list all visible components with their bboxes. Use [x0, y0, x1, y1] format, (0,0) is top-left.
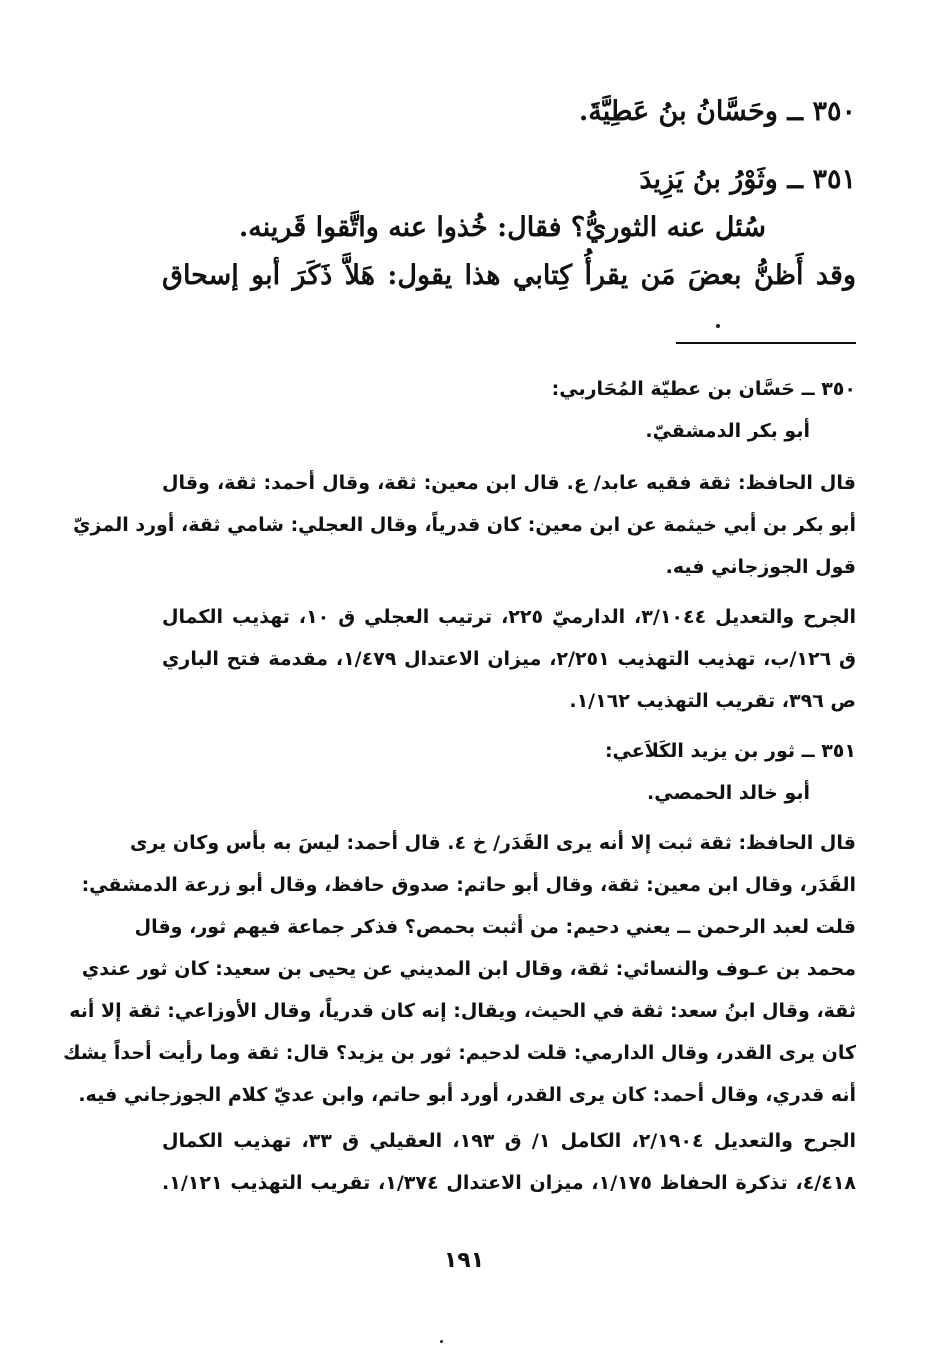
note-351-refs-line-2: ٤/٤١٨، تذكرة الحفاظ ١/١٧٥، ميزان الاعتدال ١/٣٧٤، تقريب التهذيب ١/١٢١.	[162, 1172, 857, 1194]
note-351-kunya: أبو خالد الحمصي.	[647, 782, 810, 804]
note-351-bio-line-5: ثقة، وقال ابنُ سعد: ثقة في الحيث، ويقال: إنه كان قدرياً، وقال الأوزاعي: ثقة إلا أنه	[69, 1000, 856, 1022]
scan-speck	[440, 1340, 443, 1343]
note-351-bio-line-2: القَدَر، وقال ابن معين: ثقة، وقال أبو حاتم: صدوق حافظ، وقال أبو زرعة الدمشقي:	[81, 874, 856, 896]
note-351-bio-line-4: محمد بن عـوف والنسائي: ثقة، وقال ابن المديني عن يحيى بن سعيد: كان ثور عندي	[81, 958, 856, 980]
main-line-1: سُئل عنه الثوريُّ؟ فقال: خُذوا عنه واتَّقوا قَرينه.	[238, 212, 766, 243]
note-350-bio-line-3: قول الجوزجاني فيه.	[665, 556, 856, 578]
entry-351-heading: ٣٥١ ــ وثَوْرُ بنُ يَزِيدَ	[639, 164, 856, 195]
entry-350-heading: ٣٥٠ ــ وحَسَّانُ بنُ عَطِيَّةَ.	[578, 96, 856, 127]
note-351-refs-line-1: الجرح والتعديل ٢/١٩٠٤، الكامل ١/ ق ١٩٣، العقيلي ق ٣٣، تهذيب الكمال	[162, 1130, 856, 1152]
separator-dot	[716, 324, 720, 328]
note-350-title: ٣٥٠ ــ حَسَّان بن عطيّة المُحَاربي:	[551, 378, 856, 400]
note-350-bio-line-1: قال الحافظ: ثقة فقيه عابد/ ع. قال ابن معين: ثقة، وقال أحمد: ثقة، وقال	[162, 472, 856, 494]
footnote-separator-rule	[676, 342, 856, 344]
note-351-bio-line-3: قلت لعبد الرحمن ــ يعني دحيم: من أثبت بحمص؟ فذكر جماعة فيهم ثور، وقال	[134, 916, 856, 938]
note-351-title: ٣٥١ ــ ثور بن يزيد الكَلاَعي:	[604, 740, 856, 762]
page-number: ١٩١	[443, 1248, 485, 1273]
note-350-refs-line-2: ق ١٢٦/ب، تهذيب التهذيب ٢/٢٥١، ميزان الاعتدال ١/٤٧٩، مقدمة فتح الباري	[162, 648, 856, 670]
note-351-bio-line-1: قال الحافظ: ثقة ثبت إلا أنه يرى القَدَر/ خ ٤. قال أحمد: ليسَ به بأس وكان يرى	[129, 832, 856, 854]
main-line-2: وقد أَظنُّ بعضَ مَن يقرأُ كِتابي هذا يقول: هَلاَّ ذَكَرَ أبو إسحاق	[162, 260, 856, 291]
note-350-refs-line-3: ص ٣٩٦، تقريب التهذيب ١/١٦٢.	[569, 690, 856, 712]
note-350-bio-line-2: أبو بكر بن أبي خيثمة عن ابن معين: كان قدرياً، وقال العجلي: شامي ثقة، أورد المزيّ	[73, 514, 856, 536]
note-351-bio-line-6: كان يرى القدر، وقال الدارمي: قلت لدحيم: ثور بن يزيد؟ قال: ثقة وما رأيت أحداً يشك	[63, 1042, 856, 1064]
note-350-kunya: أبو بكر الدمشقيّ.	[645, 420, 810, 442]
note-350-refs-line-1: الجرح والتعديل ٣/١٠٤٤، الدارميّ ٢٢٥، ترتيب العجلي ق ١٠، تهذيب الكمال	[162, 606, 856, 628]
note-351-bio-line-7: أنه قدري، وقال أحمد: كان يرى القدر، أورد أبو حاتم، وابن عديّ كلام الجوزجاني فيه.	[78, 1084, 856, 1106]
